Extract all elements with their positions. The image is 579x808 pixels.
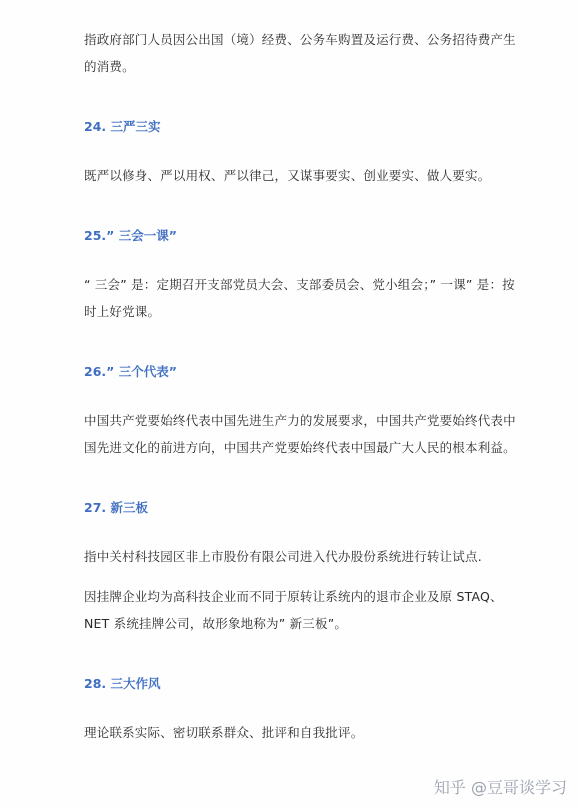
spacer [84,80,524,117]
spacer [84,518,524,543]
spacer [84,637,524,674]
watermark-text: 知乎 @豆哥谈学习 [433,778,567,797]
heading-27: 27. 新三板 [84,500,148,515]
spacer [84,137,524,162]
spacer [84,246,524,271]
spacer [84,382,524,407]
paragraph-24: 既严以修身、严以用权、严以律己，又谋事要实、创业要实、做人要实。 [84,168,491,183]
spacer [84,461,524,498]
paragraph-27b: 因挂牌企业均为高科技企业而不同于原转让系统内的退市企业及原 STAQ、NET 系统挂牌公司，故形象地称为” 新三板”。 [84,589,503,631]
spacer [84,570,524,583]
heading-26: 26.” 三个代表” [84,364,177,379]
heading-25: 25.” 三会一课” [84,228,177,243]
heading-24: 24. 三严三实 [84,119,161,134]
paragraph-25: “ 三会” 是：定期召开支部党员大会、支部委员会、党小组会；” 一课” 是：按时上好党课。 [84,277,515,319]
spacer [84,189,524,226]
spacer [84,325,524,362]
heading-28: 28. 三大作风 [84,676,161,691]
paragraph-27a: 指中关村科技园区非上市股份有限公司进入代办股份系统进行转让试点. [84,549,482,564]
document-content [84,26,524,746]
spacer [84,694,524,719]
paragraph-26: 中国共产党要始终代表中国先进生产力的发展要求，中国共产党要始终代表中国先进文化的前进方向，中国共产党要始终代表中国最广大人民的根本利益。 [84,413,516,455]
intro-paragraph: 指政府部门人员因公出国（境）经费、公务车购置及运行费、公务招待费产生的消费。 [84,32,516,74]
paragraph-28: 理论联系实际、密切联系群众、批评和自我批评。 [84,725,364,740]
zhihu-watermark [434,775,567,798]
